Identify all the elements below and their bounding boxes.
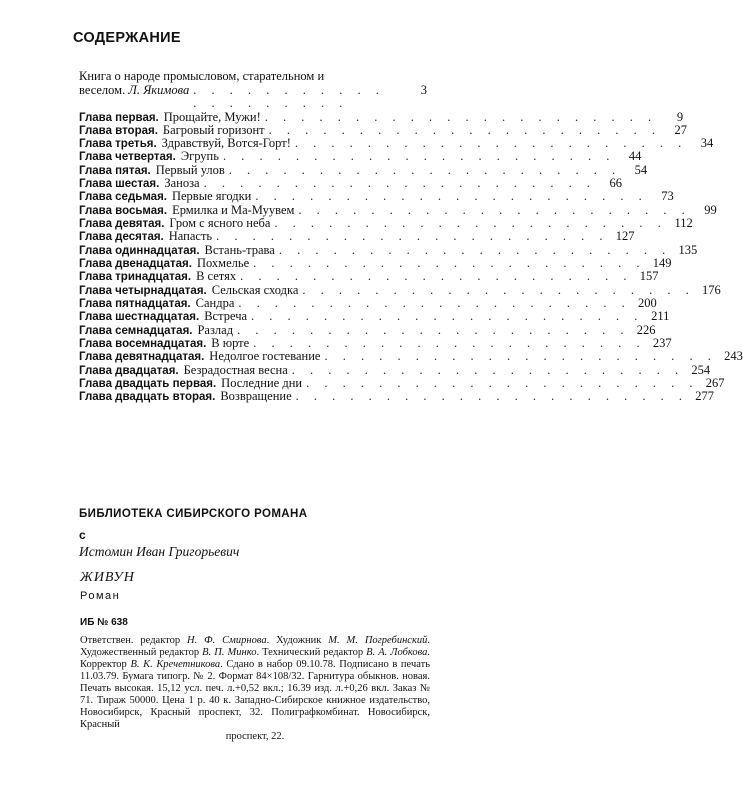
dot-leader: . . . . . . . . . . . . . . . . . . . . . . (222, 149, 616, 164)
toc-entry[interactable] (79, 162, 648, 177)
dot-leader: . . . . . . . . . . . . . . . . . . . . . . (228, 162, 622, 177)
imprint-part: . Художественный редактор (80, 635, 430, 658)
dot-leader: . . . . . . . . . . . . . . . . . . . . . . (324, 349, 717, 364)
toc-chapter-title: Недолгое гостевание (209, 349, 321, 364)
toc-page-number: 200 (638, 296, 657, 311)
toc-chapter-label: Глава тринадцатая. (79, 271, 192, 284)
toc-page-number: 211 (651, 309, 670, 324)
toc-chapter-label: Глава шестнадцатая. (79, 311, 200, 324)
imprint-name: В. А. Лобкова (366, 647, 428, 658)
toc-chapter-title: Эгрупь (180, 149, 219, 164)
toc-chapter-label: Глава пятнадцатая. (79, 298, 191, 311)
book-genre: Роман (80, 590, 121, 602)
dot-leader: . . . . . . . . . . . . . . . . . . . . . . (295, 389, 689, 404)
dot-leader: . . . . . . . . . . . . . . . . . . . . . . (237, 322, 630, 337)
toc-page-number: 73 (661, 189, 674, 204)
toc-entry[interactable] (79, 216, 693, 231)
toc-page-number: 99 (704, 202, 717, 217)
toc-chapter-label: Глава четвертая. (79, 151, 176, 164)
toc-page-number: 243 (724, 349, 743, 364)
toc-entries (79, 109, 743, 404)
toc-chapter-title: В сетях (196, 269, 237, 284)
toc-intro-line2: веселом. (79, 82, 126, 97)
imprint-last-line: проспект, 22. (225, 731, 285, 742)
toc-chapter-label: Глава восемнадцатая. (79, 338, 207, 351)
toc-page-number: 267 (705, 376, 725, 391)
toc-entry[interactable] (79, 122, 688, 137)
dot-leader: . . . . . . . . . . . . . . . . . . . . . . (294, 136, 688, 151)
toc-page-number: 149 (652, 256, 672, 271)
toc-entry[interactable] (79, 149, 642, 164)
series-title: БИБЛИОТЕКА СИБИРСКОГО РОМАНА (79, 508, 308, 520)
imprint-part: . Технический редактор (256, 647, 367, 658)
toc-chapter-title: Гром с ясного неба (169, 216, 271, 231)
toc-chapter-label: Глава первая. (79, 111, 159, 124)
toc-chapter-title: Багровый горизонт (162, 122, 265, 137)
imprint-name: Н. Ф. Смирнова (187, 635, 267, 646)
imprint-part: Ответствен. редактор (80, 635, 188, 646)
dot-leader: . . . . . . . . . . . . . . . . . . . . . . (306, 376, 699, 391)
toc-entry[interactable] (79, 202, 717, 217)
toc-chapter-title: Возвращение (220, 389, 292, 404)
toc-chapter-title: Прощайте, Мужи! (163, 109, 261, 124)
toc-entry[interactable] (79, 362, 711, 377)
toc-page-number: 34 (700, 136, 714, 151)
toc-entry[interactable] (79, 309, 670, 324)
toc-chapter-title: Первые ягодки (171, 189, 252, 204)
toc-page-number: 254 (691, 362, 711, 377)
toc-entry[interactable] (79, 322, 656, 337)
toc-entry[interactable] (79, 109, 684, 124)
dot-leader: . . . . . . . . . . . . . . . . . . . . . . (264, 109, 658, 124)
toc-page-number: 112 (674, 216, 693, 231)
author-name: Истомин Иван Григорьевич (79, 544, 240, 559)
toc-list (79, 69, 743, 404)
toc-chapter-title: Ермилка и Ма-Муувем (172, 202, 295, 217)
dot-leader: . . . . . . . . . . . . . . . . . . . . (193, 82, 385, 110)
toc-intro-entry[interactable] (79, 70, 427, 111)
book-title: ЖИВУН (80, 570, 135, 585)
imprint-part: . Художник (266, 635, 329, 646)
toc-chapter-label: Глава двадцать первая. (79, 378, 217, 391)
toc-entry[interactable] (79, 189, 674, 204)
toc-entry[interactable] (79, 389, 715, 404)
toc-entry[interactable] (79, 176, 622, 191)
toc-chapter-label: Глава шестая. (79, 178, 160, 191)
toc-page-number: 9 (676, 109, 684, 124)
imprint-part: . Корректор (80, 647, 430, 670)
dot-leader: . . . . . . . . . . . . . . . . . . . . . . (302, 282, 695, 297)
toc-chapter-label: Глава четырнадцатая. (79, 284, 207, 297)
toc-chapter-title: Последние дни (221, 376, 303, 391)
toc-entry[interactable] (79, 242, 698, 257)
toc-entry[interactable] (79, 269, 659, 284)
toc-chapter-title: Встань-трава (204, 242, 275, 257)
dot-leader: . . . . . . . . . . . . . . . . . . . . . . (253, 336, 646, 351)
toc-entry[interactable] (79, 349, 743, 364)
toc-page-number: 277 (695, 389, 715, 404)
toc-intro-line1: Книга о народе промысловом, старательном и (79, 69, 325, 83)
dot-leader: . . . . . . . . . . . . . . . . . . . . . . (238, 296, 631, 311)
toc-chapter-title: Заноза (164, 176, 200, 191)
toc-chapter-title: Безрадостная весна (183, 362, 288, 377)
imprint-name: В. П. Минко (202, 647, 257, 658)
toc-chapter-label: Глава десятая. (79, 231, 164, 244)
toc-page-number: 226 (636, 322, 656, 337)
toc-entry[interactable] (79, 229, 635, 244)
dot-leader: . . . . . . . . . . . . . . . . . . . . . . (216, 229, 609, 244)
dot-leader: . . . . . . . . . . . . . . . . . . . . . . (268, 122, 662, 137)
toc-chapter-label: Глава третья. (79, 138, 157, 151)
toc-chapter-label: Глава вторая. (79, 124, 158, 137)
dot-leader: . . . . . . . . . . . . . . . . . . . . . . (255, 189, 648, 204)
dot-leader: . . . . . . . . . . . . . . . . . . . . . . (291, 362, 685, 377)
toc-intro-page: 3 (420, 82, 427, 97)
imprint-name: В. К. Кречетникова (130, 659, 221, 670)
dot-leader: . . . . . . . . . . . . . . . . . . . . . . (240, 269, 633, 284)
toc-chapter-title: Здравствуй, Вотся-Горт! (161, 136, 291, 151)
toc-chapter-title: Первый улов (155, 162, 225, 177)
imprint-name: М. М. Погребинский (328, 635, 428, 646)
toc-chapter-title: Сандра (195, 296, 235, 311)
toc-chapter-label: Глава двенадцатая. (79, 258, 192, 271)
toc-chapter-label: Глава одиннадцатая. (79, 244, 200, 257)
imprint-text (80, 635, 430, 743)
toc-entry[interactable] (79, 136, 714, 151)
toc-page-number: 44 (628, 149, 642, 164)
toc-chapter-title: Похмелье (196, 256, 250, 271)
toc-chapter-label: Глава восьмая. (79, 204, 168, 217)
ib-number: ИБ № 638 (80, 617, 128, 628)
toc-page-number: 135 (678, 242, 698, 257)
toc-chapter-label: Глава девятая. (79, 218, 165, 231)
toc-page-number: 157 (639, 269, 659, 284)
toc-chapter-title: Напасть (168, 229, 213, 244)
dot-leader: . . . . . . . . . . . . . . . . . . . . . . (298, 202, 691, 217)
toc-page-number: 27 (674, 122, 688, 137)
series-letter: с (79, 528, 86, 542)
toc-page-number: 237 (652, 336, 672, 351)
toc-entry[interactable] (79, 256, 672, 271)
toc-chapter-label: Глава семнадцатая. (79, 324, 193, 337)
toc-chapter-label: Глава двадцать вторая. (79, 391, 216, 404)
toc-entry[interactable] (79, 376, 725, 391)
toc-chapter-title: Разлад (197, 322, 234, 337)
toc-entry[interactable] (79, 296, 657, 311)
toc-chapter-label: Глава двадцатая. (79, 364, 179, 377)
imprint-part: . Сдано в набор 09.10.78. Подписано в печать 11.03.79. Бумага типогр. № 2. Формат 84×108/32. Гарнитура обыкнов. новая. Печать высокая. 15,12 усл. печ. л.+0,52 вкл.; 16.39 изд. л.+0,26 вкл. Заказ № 71. Тираж 50000. Цена 1 р. 40 к. Западно-Сибирское книжное издательство, Новосибирск, Красный проспект, 32. Полиграфкомбинат. Новосибирск, Красный (80, 659, 430, 730)
toc-intro-author: Л. Якимова (128, 82, 190, 97)
dot-leader: . . . . . . . . . . . . . . . . . . . . . . (203, 176, 596, 191)
toc-page-number: 66 (609, 176, 622, 191)
toc-chapter-title: Сельская сходка (211, 282, 299, 297)
toc-page-number: 127 (615, 229, 635, 244)
dot-leader: . . . . . . . . . . . . . . . . . . . . . . (251, 309, 644, 324)
toc-chapter-label: Глава девятнадцатая. (79, 351, 205, 364)
toc-entry[interactable] (79, 282, 721, 297)
toc-chapter-title: В юрте (211, 336, 250, 351)
toc-entry[interactable] (79, 336, 672, 351)
dot-leader: . . . . . . . . . . . . . . . . . . . . . . (278, 242, 672, 257)
dot-leader: . . . . . . . . . . . . . . . . . . . . . . (274, 216, 667, 231)
dot-leader: . . . . . . . . . . . . . . . . . . . . . . (253, 256, 646, 271)
toc-page-number: 176 (702, 282, 721, 297)
toc-chapter-label: Глава пятая. (79, 164, 151, 177)
toc-heading: СОДЕРЖАНИЕ (73, 30, 181, 46)
toc-page-number: 54 (634, 162, 648, 177)
toc-chapter-label: Глава седьмая. (79, 191, 167, 204)
toc-chapter-title: Встреча (204, 309, 248, 324)
